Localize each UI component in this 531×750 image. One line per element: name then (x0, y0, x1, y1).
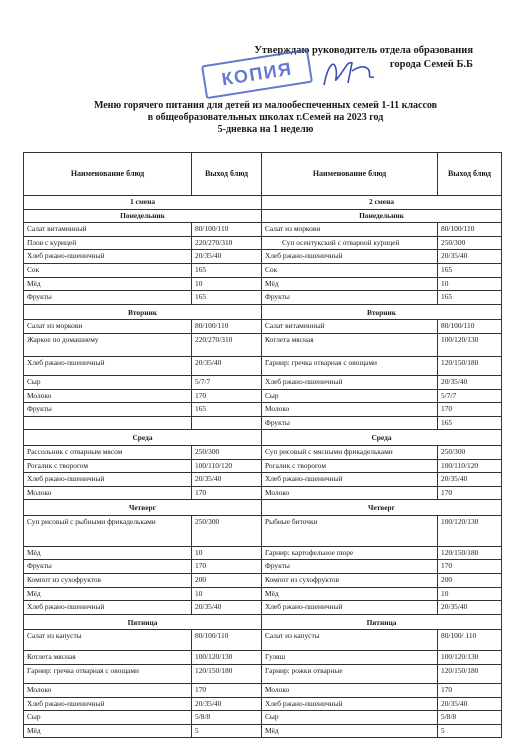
day-name: Четверг (24, 500, 262, 516)
menu-row (24, 473, 502, 487)
dish-yield: 5/7/7 (192, 375, 262, 389)
menu-table (23, 152, 502, 738)
dish-yield: 20/35/40 (192, 697, 262, 711)
dish-name: Салат из капусты (24, 630, 192, 651)
dish-name: Фрукты (262, 416, 438, 430)
dish-yield: 5/8/8 (438, 711, 502, 725)
menu-row (24, 375, 502, 389)
dish-yield: 120/150/180 (438, 356, 502, 375)
dish-name: Плов с курицей (24, 236, 192, 250)
dish-name: Мёд (262, 587, 438, 601)
dish-yield: 10 (192, 277, 262, 291)
dish-name: Мёд (24, 277, 192, 291)
shift-1: 1 смена (24, 196, 262, 210)
dish-name (24, 416, 192, 430)
menu-row (24, 223, 502, 237)
dish-yield: 170 (438, 560, 502, 574)
dish-yield: 10 (192, 546, 262, 560)
dish-yield: 80/100/110 (192, 630, 262, 651)
dish-yield: 80/100/110 (192, 320, 262, 334)
dish-name: Молоко (24, 486, 192, 500)
dish-yield: 20/35/40 (192, 250, 262, 264)
dish-name: Молоко (24, 389, 192, 403)
dish-name: Сок (262, 263, 438, 277)
menu-row (24, 711, 502, 725)
dish-name: Гарнир: гречка отварная с овощами (24, 665, 192, 684)
dish-name: Молоко (24, 684, 192, 698)
dish-name: Салат из моркови (24, 320, 192, 334)
dish-yield: 170 (192, 486, 262, 500)
menu-row (24, 515, 502, 546)
menu-row (24, 665, 502, 684)
day-name: Понедельник (24, 209, 262, 223)
dish-yield: 100/120/130 (438, 651, 502, 665)
dish-yield: 100/120/130 (192, 651, 262, 665)
dish-name: Котлета мясная (24, 651, 192, 665)
menu-row (24, 587, 502, 601)
menu-row (24, 574, 502, 588)
dish-name: Хлеб ржано-пшеничный (262, 473, 438, 487)
menu-row (24, 403, 502, 417)
dish-yield: 250/300 (438, 445, 502, 459)
dish-yield: 5 (438, 724, 502, 738)
dish-yield: 220/270/310 (192, 333, 262, 356)
menu-row (24, 601, 502, 615)
day-row (24, 304, 502, 320)
day-name: Пятница (24, 614, 262, 630)
dish-yield: 100/110/120 (438, 459, 502, 473)
dish-name: Котлета мясная (262, 333, 438, 356)
header-dish-1: Наименование блюд (24, 153, 192, 196)
dish-name: Салат витаминный (262, 320, 438, 334)
dish-name: Жаркое по домашнему (24, 333, 192, 356)
dish-name: Мёд (262, 724, 438, 738)
dish-name: Рассольник с отварным мясом (24, 445, 192, 459)
dish-name: Рыбные биточки (262, 515, 438, 546)
dish-name: Гарнир: рожки отварные (262, 665, 438, 684)
dish-yield: 165 (438, 291, 502, 305)
dish-name: Хлеб ржано-пшеничный (24, 601, 192, 615)
menu-row (24, 291, 502, 305)
dish-name: Суп осентукский с отварной курицей (262, 236, 438, 250)
dish-name: Фрукты (24, 403, 192, 417)
dish-yield: 10 (438, 277, 502, 291)
dish-yield: 165 (192, 403, 262, 417)
dish-name: Хлеб ржано-пшеничный (24, 356, 192, 375)
dish-yield: 170 (192, 389, 262, 403)
shift-row (24, 196, 502, 210)
dish-name: Хлеб ржано-пшеничный (24, 473, 192, 487)
dish-name: Салат из капусты (262, 630, 438, 651)
dish-name: Хлеб ржано-пшеничный (262, 601, 438, 615)
dish-name: Хлеб ржано-пшеничный (262, 375, 438, 389)
document-title (0, 100, 531, 136)
dish-name: Гуляш (262, 651, 438, 665)
dish-yield: 170 (438, 684, 502, 698)
dish-name: Гарнир: картофельное пюре (262, 546, 438, 560)
dish-yield: 170 (192, 560, 262, 574)
dish-yield: 20/35/40 (438, 375, 502, 389)
dish-yield: 120/150/180 (192, 665, 262, 684)
dish-name: Фрукты (262, 560, 438, 574)
copy-stamp: КОПИЯ (201, 49, 313, 99)
dish-name: Молоко (262, 403, 438, 417)
menu-row (24, 250, 502, 264)
menu-row (24, 684, 502, 698)
dish-yield: 20/35/40 (438, 601, 502, 615)
menu-row (24, 277, 502, 291)
dish-name: Сыр (262, 389, 438, 403)
menu-row (24, 236, 502, 250)
day-name: Четверг (262, 500, 502, 516)
dish-name: Хлеб ржано-пшеничный (262, 250, 438, 264)
menu-row (24, 486, 502, 500)
dish-yield: 20/35/40 (192, 356, 262, 375)
menu-row (24, 263, 502, 277)
dish-yield: 170 (192, 684, 262, 698)
day-row (24, 614, 502, 630)
menu-row (24, 459, 502, 473)
dish-yield: 80/100/110 (438, 320, 502, 334)
day-row (24, 209, 502, 223)
dish-name: Молоко (262, 684, 438, 698)
menu-row (24, 546, 502, 560)
dish-name: Фрукты (262, 291, 438, 305)
header-yield-2: Выход блюд (438, 153, 502, 196)
dish-name: Компот из сухофруктов (24, 574, 192, 588)
dish-yield: 20/35/40 (438, 473, 502, 487)
approval-line-1: Утверждаю руководитель отдела образования (254, 45, 473, 56)
dish-yield: 20/35/40 (192, 601, 262, 615)
dish-yield: 20/35/40 (438, 250, 502, 264)
dish-yield (192, 416, 262, 430)
dish-name: Суп рисовый с рыбными фрикадельками (24, 515, 192, 546)
dish-name: Молоко (262, 486, 438, 500)
approval-line-2: города Семей Б.Б (389, 59, 473, 70)
dish-yield: 10 (192, 587, 262, 601)
dish-yield: 5/8/8 (192, 711, 262, 725)
menu-row (24, 724, 502, 738)
menu-row (24, 560, 502, 574)
dish-name: Фрукты (24, 291, 192, 305)
dish-name: Гарнир: гречка отварная с овощами (262, 356, 438, 375)
title-line-1: Меню горячего питания для детей из малообеспеченных семей 1-11 классов (93, 100, 438, 111)
day-name: Вторник (24, 304, 262, 320)
dish-name: Сок (24, 263, 192, 277)
day-name: Среда (24, 430, 262, 446)
dish-name: Сыр (24, 711, 192, 725)
dish-yield: 20/35/40 (192, 473, 262, 487)
day-name: Понедельник (262, 209, 502, 223)
menu-row (24, 389, 502, 403)
dish-name: Сыр (262, 711, 438, 725)
dish-name: Фрукты (24, 560, 192, 574)
menu-row (24, 630, 502, 651)
dish-yield: 120/150/180 (438, 665, 502, 684)
shift-2: 2 смена (262, 196, 502, 210)
dish-yield: 80/100/110 (438, 223, 502, 237)
dish-name: Хлеб ржано-пшеничный (24, 697, 192, 711)
title-line-2: в общеобразовательных школах г.Семей на 2023 год (147, 112, 384, 123)
dish-name: Мёд (24, 724, 192, 738)
day-name: Вторник (262, 304, 502, 320)
header-dish-2: Наименование блюд (262, 153, 438, 196)
day-row (24, 500, 502, 516)
dish-yield: 100/120/130 (438, 515, 502, 546)
dish-yield: 80/100/110 (192, 223, 262, 237)
dish-yield: 170 (438, 403, 502, 417)
dish-name: Суп рисовый с мясными фрикадельками (262, 445, 438, 459)
dish-name: Хлеб ржано-пшеничный (262, 697, 438, 711)
dish-yield: 170 (438, 486, 502, 500)
dish-yield: 20/35/40 (438, 697, 502, 711)
dish-name: Мёд (24, 587, 192, 601)
dish-yield: 165 (438, 416, 502, 430)
dish-yield: 100/120/130 (438, 333, 502, 356)
dish-name: Рогалик с творогом (24, 459, 192, 473)
dish-name: Салат из моркови (262, 223, 438, 237)
menu-body (24, 196, 502, 738)
dish-yield: 250/300 (192, 445, 262, 459)
dish-name: Сыр (24, 375, 192, 389)
signature (318, 55, 380, 91)
menu-row (24, 320, 502, 334)
dish-yield: 5/7/7 (438, 389, 502, 403)
dish-yield: 250/300 (192, 515, 262, 546)
dish-yield: 250/300 (438, 236, 502, 250)
dish-name: Рогалик с творогом (262, 459, 438, 473)
menu-row (24, 697, 502, 711)
menu-row (24, 333, 502, 356)
menu-row (24, 445, 502, 459)
day-name: Среда (262, 430, 502, 446)
header-row (24, 153, 502, 196)
day-row (24, 430, 502, 446)
dish-name: Мёд (262, 277, 438, 291)
day-name: Пятница (262, 614, 502, 630)
dish-yield: 120/150/180 (438, 546, 502, 560)
dish-yield: 165 (438, 263, 502, 277)
menu-row (24, 416, 502, 430)
dish-name: Хлеб ржано-пшеничный (24, 250, 192, 264)
dish-yield: 10 (438, 587, 502, 601)
dish-yield: 220/270/310 (192, 236, 262, 250)
title-line-3: 5-дневка на 1 неделю (217, 124, 314, 135)
dish-yield: 5 (192, 724, 262, 738)
dish-yield: 200 (438, 574, 502, 588)
dish-name: Мёд (24, 546, 192, 560)
dish-name: Компот из сухофруктов (262, 574, 438, 588)
dish-yield: 100/110/120 (192, 459, 262, 473)
dish-yield: 165 (192, 263, 262, 277)
dish-yield: 80/100/ 110 (438, 630, 502, 651)
menu-row (24, 651, 502, 665)
dish-yield: 200 (192, 574, 262, 588)
dish-yield: 165 (192, 291, 262, 305)
menu-row (24, 356, 502, 375)
header-yield-1: Выход блюд (192, 153, 262, 196)
dish-name: Салат витаминный (24, 223, 192, 237)
